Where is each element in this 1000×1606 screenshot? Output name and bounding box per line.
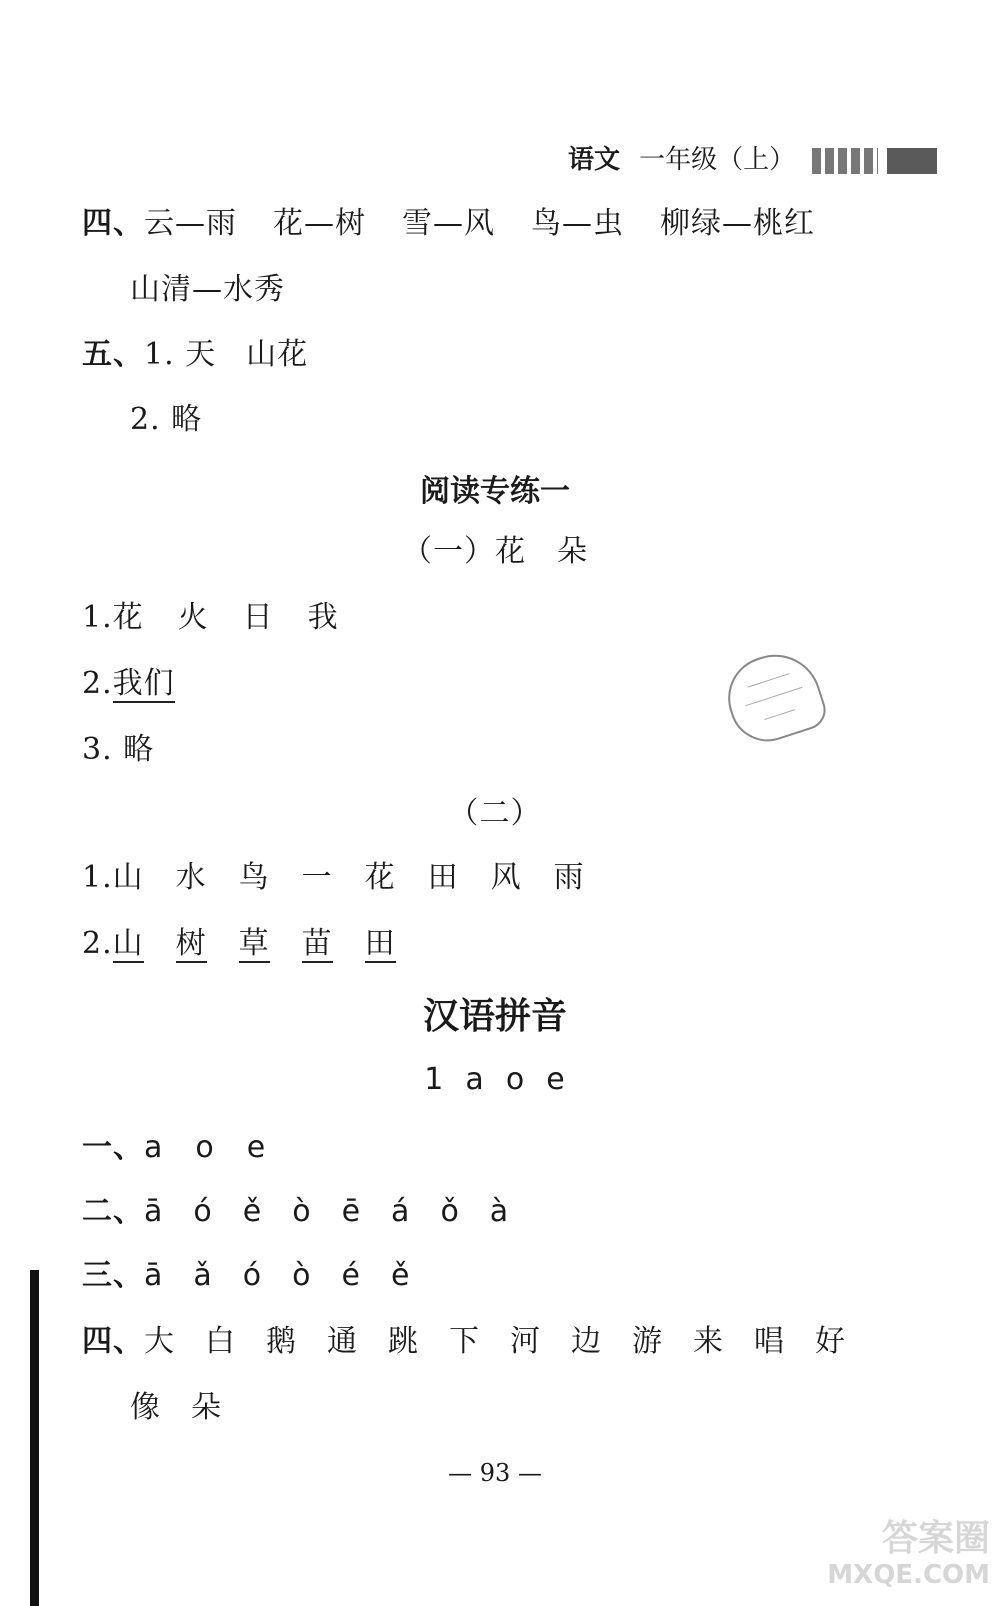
pinyin-title: 汉语拼音 (422, 996, 567, 1037)
pair: 柳绿—桃红 (660, 206, 815, 241)
binding-edge-shadow (30, 1270, 39, 1606)
pinyin-section-4-label: 四、 (82, 1324, 144, 1359)
pinyin-section-1: 一、a o e (82, 1130, 267, 1165)
reading-part-1-heading: （一）花 朵 (402, 534, 588, 569)
underlined-answer: 苗 (301, 926, 333, 961)
header-subject: 语文 (568, 145, 621, 175)
pinyin-section-3-label: 三、 (82, 1258, 144, 1293)
pinyin-section-2-label: 二、 (82, 1194, 144, 1229)
pair: 鸟—虫 (531, 206, 624, 241)
reading-part-1-q3: 3. 略 (82, 732, 155, 767)
reading-part-2-q1: 1.山 水 鸟 一 花 田 风 雨 (82, 860, 585, 895)
underlined-answer: 我们 (112, 666, 175, 701)
stamp-seal (717, 643, 830, 751)
site-watermark (800, 1518, 990, 1598)
section-4-line-1 (82, 204, 815, 244)
pinyin-section-4-line-2: 像 朵 (130, 1390, 222, 1425)
pair: 花—树 (273, 206, 366, 241)
pinyin-section-2: 二、ā ó ě ò ē á ǒ à (82, 1194, 510, 1229)
underlined-answer: 山 (112, 926, 144, 961)
pinyin-lesson-heading: 1 a o e (424, 1062, 566, 1097)
header-bar-decoration (887, 148, 937, 174)
watermark-line-1: 答案圈 (881, 1518, 990, 1559)
reading-title: 阅读专练一 (420, 474, 570, 509)
section-5-item-2: 2. 略 (130, 402, 203, 437)
pinyin-section-1-label: 一、 (82, 1130, 144, 1165)
watermark-line-2: MXQE.COM (827, 1560, 990, 1590)
underlined-answer: 树 (175, 926, 207, 961)
section-4-label: 四、 (82, 206, 144, 241)
reading-part-1-q2: 2.我们 (82, 666, 175, 701)
underlined-answer: 草 (238, 926, 270, 961)
pinyin-section-4-line-1: 四、大 白 鹅 通 跳 下 河 边 游 来 唱 好 (82, 1324, 846, 1359)
page-header (568, 140, 937, 180)
page-number: — 93 — (448, 1459, 542, 1487)
reading-part-2-heading: （二） (448, 796, 542, 831)
underlined-answer: 田 (364, 926, 396, 961)
header-stripe-decoration (812, 148, 878, 174)
section-5-item-1: 五、1. 天 山花 (82, 337, 309, 372)
pair: 云—雨 (144, 206, 237, 241)
pair: 雪—风 (402, 206, 495, 241)
reading-part-2-q2: 2.山 树 草 苗 田 (82, 926, 396, 961)
reading-part-1-q1: 1.花 火 日 我 (82, 600, 339, 635)
header-grade: 一年级（上） (639, 145, 796, 175)
pinyin-section-3: 三、ā ǎ ó ò é ě (82, 1258, 411, 1293)
section-5-label: 五、 (82, 337, 144, 372)
section-4-line-2: 山清—水秀 (130, 272, 285, 307)
